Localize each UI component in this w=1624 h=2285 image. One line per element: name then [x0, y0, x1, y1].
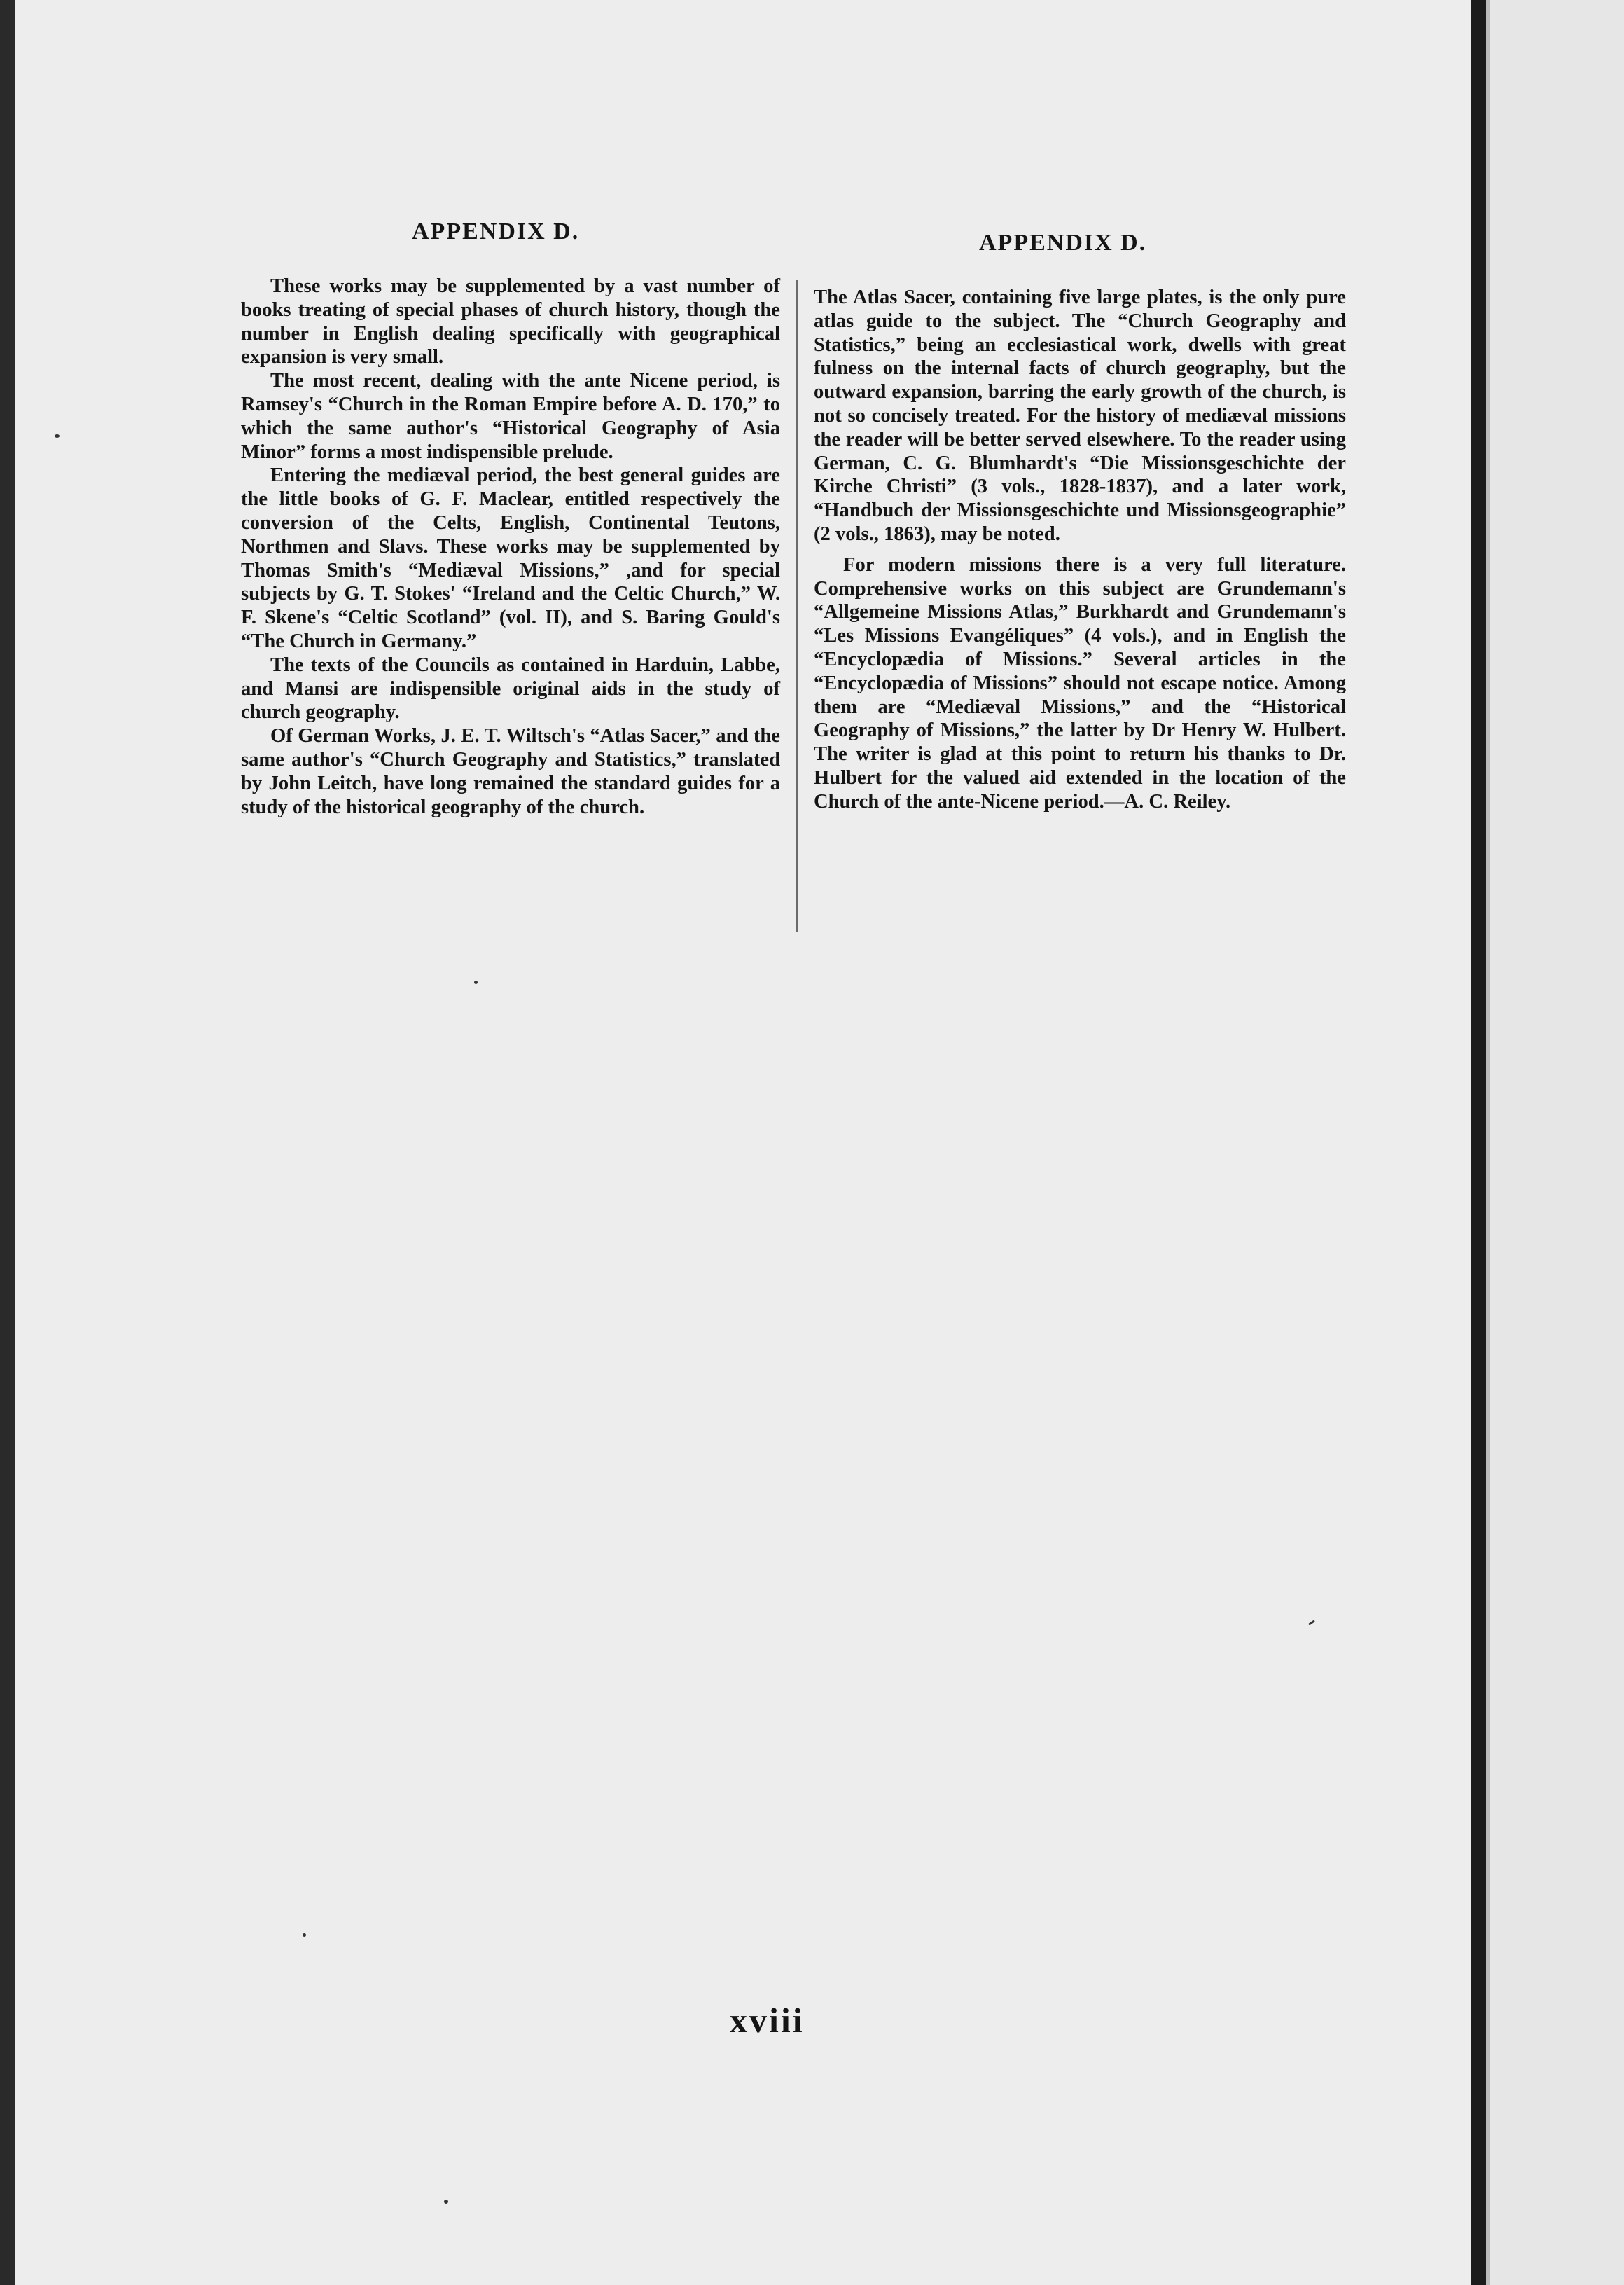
- right-text-column: [814, 286, 1346, 814]
- paragraph: Of German Works, J. E. T. Wiltsch's “Atlas Sacer,” and the same author's “Church Geography and Statistics,” translated by John Leitch, have long remained the standard guides for a study of the historical geography of the church.: [241, 725, 780, 818]
- scan-left-border: [0, 0, 15, 2285]
- scan-speck: [1308, 1620, 1315, 1625]
- scan-speck: [303, 1933, 306, 1937]
- paragraph: The texts of the Councils as contained in Harduin, Labbe, and Mansi are indispensible original aids in the study of church geography.: [241, 654, 780, 724]
- paragraph: Entering the mediæval period, the best general guides are the little books of G. F. Maclear, entitled respectively the conversion of the Celts, English, Continental Teutons, Northmen and Slavs. These works may be supplemented by Thomas Smith's “Mediæval Missions,” ,and for special subjects by G. T. Stokes' “Ireland and the Celtic Church,” W. F. Skene's “Celtic Scotland” (vol. II), and S. Baring Gould's “The Church in Germany.”: [241, 464, 780, 652]
- running-header-right: APPENDIX D.: [979, 230, 1147, 256]
- running-header-left: APPENDIX D.: [412, 219, 580, 244]
- page-number: xviii: [730, 2001, 805, 2040]
- paragraph: The most recent, dealing with the ante Nicene period, is Ramsey's “Church in the Roman Empire before A. D. 170,” to which the same author's “Historical Geography of Asia Minor” forms a most indispensible prelude.: [241, 370, 780, 463]
- scan-speck: [444, 2200, 448, 2204]
- paragraph: The Atlas Sacer, containing five large plates, is the only pure atlas guide to the subject. The “Church Geography and Statistics,” being an ecclesiastical work, dwells with great fulness on the internal facts of church geography, but the outward expansion, barring the early growth of the church, is not so concisely treated. For the history of mediæval missions the reader will be better served elsewhere. To the reader using German, C. G. Blumhardt's “Die Missionsgeschichte der Kirche Christi” (3 vols., 1828-1837), and a later work, “Handbuch der Missionsgeschichte und Missionsgeographie” (2 vols., 1863), may be noted.: [814, 287, 1346, 545]
- document-page: [15, 0, 1471, 2285]
- scan-gutter-border: [1471, 0, 1486, 2285]
- left-text-column: [241, 275, 780, 819]
- paragraph: For modern missions there is a very full literature. Comprehensive works on this subject are Grundemann's “Allgemeine Missions Atlas,” Burkhardt and Grundemann's “Les Missions Evangéliques” (4 vols.), and in English the “Encyclopædia of Missions.” Several articles in the “Encyclopædia of Missions” should not escape notice. Among them are “Mediæval Missions,” and the “Historical Geography of Missions,” the latter by Dr Henry W. Hulbert. The writer is glad at this point to return his thanks to Dr. Hulbert for the valued aid extended in the location of the Church of the ante-Nicene period.—A. C. Reiley.: [814, 553, 1346, 813]
- scan-speck: [474, 981, 478, 984]
- scan-speck: [55, 434, 60, 438]
- paragraph: These works may be supplemented by a vast number of books treating of special phases of church history, though the number in English dealing specifically with geographical expansion is very small.: [241, 275, 780, 368]
- adjacent-page: [1486, 0, 1624, 2285]
- column-divider: [796, 280, 798, 932]
- adjacent-page-edge: [1486, 0, 1490, 2285]
